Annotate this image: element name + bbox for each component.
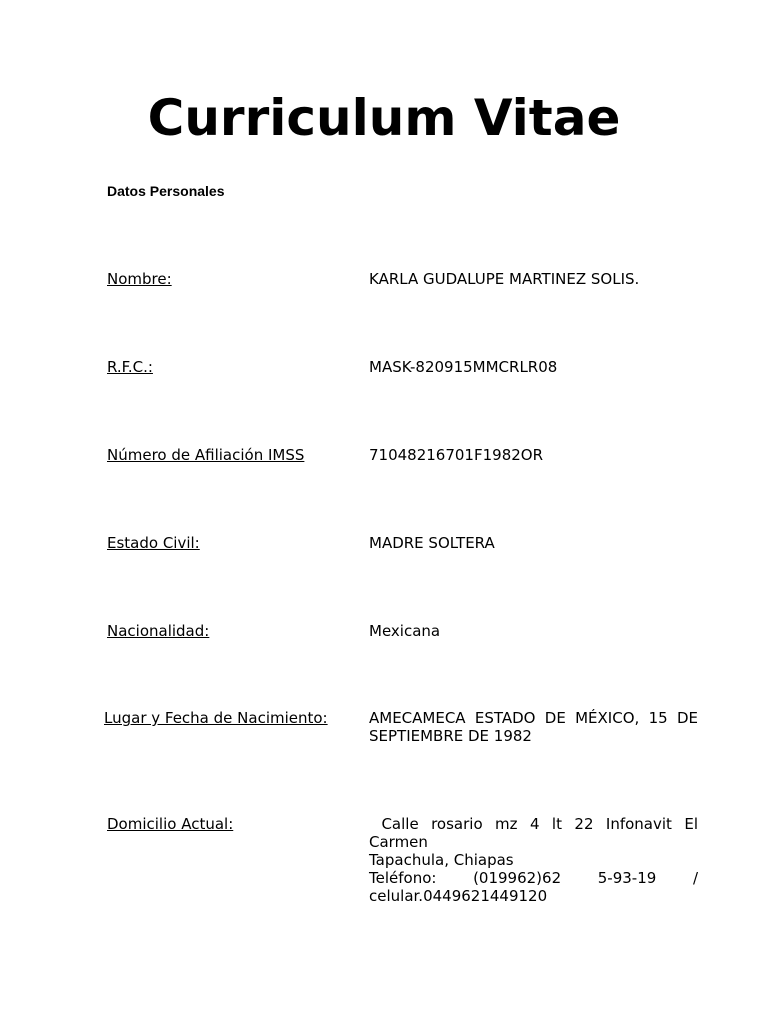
field-label-imss: Número de Afiliación IMSS bbox=[107, 446, 305, 464]
field-value-estado-civil: MADRE SOLTERA bbox=[369, 534, 495, 552]
domicilio-line-phone: Teléfono: (019962)62 5-93-19 / celular.0449621449120 bbox=[369, 869, 698, 905]
field-label-lugar-fecha-nacimiento: Lugar y Fecha de Nacimiento: bbox=[104, 709, 328, 727]
field-label-estado-civil: Estado Civil: bbox=[107, 534, 200, 552]
field-value-lugar-fecha-nacimiento: AMECAMECA ESTADO DE MÉXICO, 15 DE SEPTIEMBRE DE 1982 bbox=[369, 709, 698, 745]
domicilio-line-city: Tapachula, Chiapas bbox=[369, 851, 514, 869]
field-label-nombre: Nombre: bbox=[107, 270, 172, 288]
field-value-rfc: MASK-820915MMCRLR08 bbox=[369, 358, 558, 376]
field-value-domicilio bbox=[369, 815, 703, 905]
field-label-nacionalidad: Nacionalidad: bbox=[107, 622, 210, 640]
field-value-imss: 71048216701F1982OR bbox=[369, 446, 544, 464]
field-label-domicilio: Domicilio Actual: bbox=[107, 815, 234, 833]
section-heading-datos-personales: Datos Personales bbox=[107, 183, 225, 199]
domicilio-line-street: Calle rosario mz 4 lt 22 Infonavit El Carmen bbox=[369, 815, 703, 851]
field-value-nombre: KARLA GUDALUPE MARTINEZ SOLIS. bbox=[369, 270, 640, 288]
field-label-rfc: R.F.C.: bbox=[107, 358, 153, 376]
document-title: Curriculum Vitae bbox=[147, 89, 621, 147]
field-value-nacionalidad: Mexicana bbox=[369, 622, 441, 640]
